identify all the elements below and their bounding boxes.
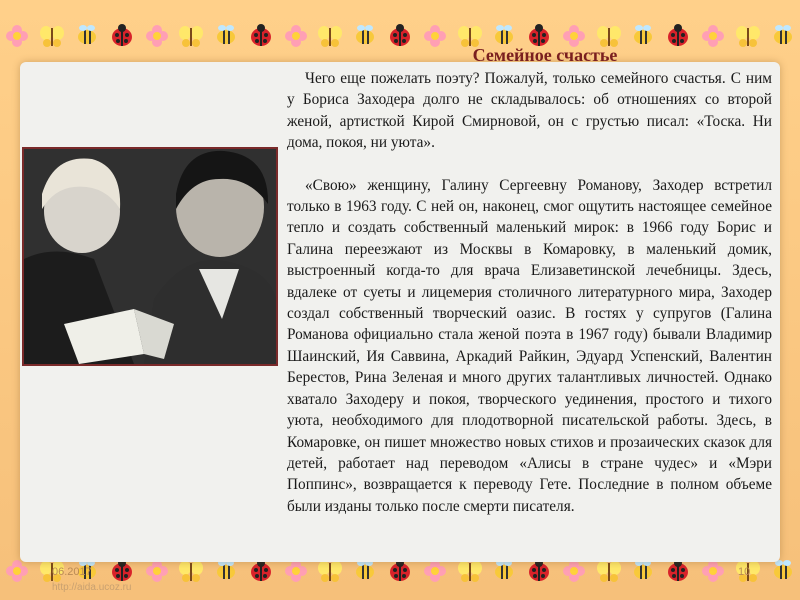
couple-photo bbox=[22, 147, 278, 366]
top-decor-strip bbox=[0, 10, 800, 62]
bee-icon bbox=[212, 22, 240, 50]
flower-icon bbox=[3, 22, 31, 50]
ladybug-icon bbox=[108, 22, 136, 50]
paragraph-1: Чего еще пожелать поэту? Пожалуй, только семейного счастья. С ним у Бориса Заходера долго не складывалось: об отношениях со второй женой, артисткой Кирой Смирновой, он с грустью писал: «Тоска. Ни дома, покоя, ни уюта». bbox=[287, 70, 772, 152]
butterfly-icon bbox=[734, 22, 762, 50]
photo-illustration bbox=[24, 149, 276, 364]
butterfly-icon bbox=[316, 22, 344, 50]
page-number: 10 bbox=[738, 566, 751, 578]
flower-icon bbox=[282, 22, 310, 50]
slide-body bbox=[287, 68, 772, 517]
bee-icon bbox=[351, 22, 379, 50]
footer-url: http://aida.ucoz.ru bbox=[52, 582, 132, 593]
bee-icon bbox=[73, 22, 101, 50]
footer-date: 06.2017 bbox=[52, 566, 92, 578]
ladybug-icon bbox=[386, 22, 414, 50]
butterfly-icon bbox=[177, 22, 205, 50]
bee-icon bbox=[769, 22, 797, 50]
ladybug-icon bbox=[247, 22, 275, 50]
butterfly-icon bbox=[38, 22, 66, 50]
flower-icon bbox=[143, 22, 171, 50]
slide-title: Семейное счастье bbox=[472, 45, 618, 65]
flower-icon bbox=[699, 22, 727, 50]
paragraph-2: «Свою» женщину, Галину Сергеевну Романову, Заходер встретил только в 1963 году. С ней он, наконец, смог ощутить настоящее семейное тепло и создать собственный маленький мирок: в 1966 году Борис и Галина переезжают из Москвы в Комаровку, в маленький домик, выстроенный когда-то для врача Елизаветинской лечебницы. Здесь, вдалеке от суеты и лицемерия столичного литературного мира, Заходер создал собственный творческий оазис. В гостях у супругов (Галина Романова официально стала женой поэта в 1967 году) бывали Владимир Шаинский, Ия Саввина, Аркадий Райкин, Эдуард Успенский, Валентин Берестов, Рина Зеленая и много других талантливых личностей. Однако хватало Заходеру и покоя, творческого уединения, простого и тихого уюта, необходимого для плодотворной писательской работы. Здесь, в Комаровке, он пишет множество новых стихов и прозаических сказок для детей, работает над переводом «Алисы в стране чудес» и «Мэри Поппинс», возвращается к переводу Гете. Последние в полном объеме были изданы только после смерти писателя. bbox=[287, 176, 772, 515]
